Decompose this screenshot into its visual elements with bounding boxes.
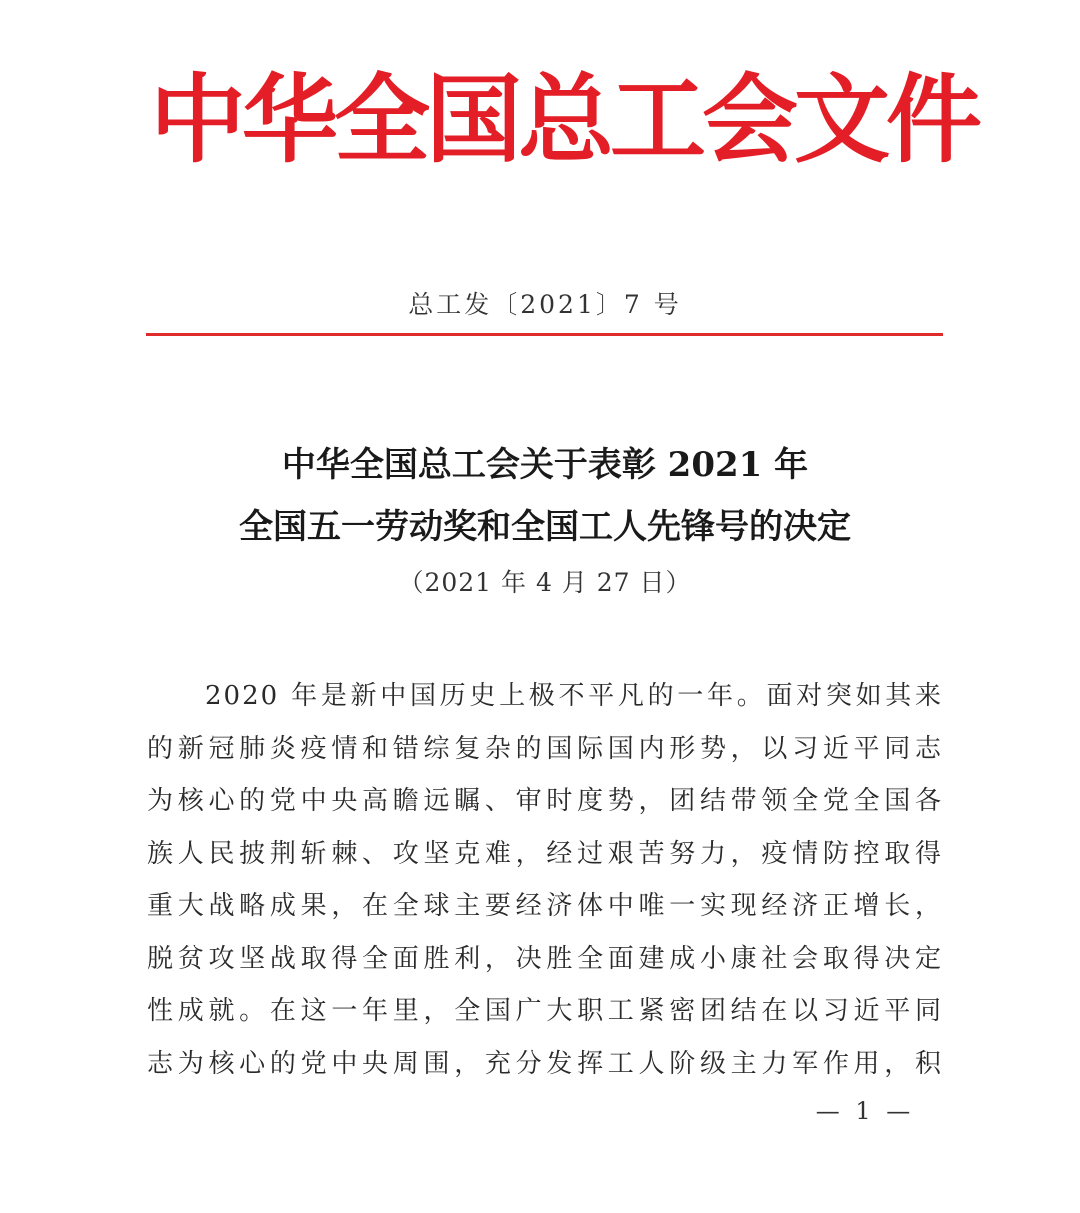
body-line: 为核心的党中央高瞻远瞩、审时度势，团结带领全党全国各 (147, 786, 943, 816)
document-date: （2021 年 4 月 27 日） (398, 568, 692, 597)
body-line: 族人民披荆斩棘、攻坚克难，经过艰苦努力，疫情防控取得 (147, 838, 943, 869)
document-title-line-2: 全国五一劳动奖和全国工人先锋号的决定 (239, 507, 851, 547)
document-masthead: 中华全国总工会文件 (150, 63, 978, 176)
body-line: 重大战略成果，在全球主要经济体中唯一实现经济正增长， (147, 891, 943, 921)
red-divider (146, 333, 943, 336)
body-line: 性成就。在这一年里，全国广大职工紧密团结在以习近平同 (147, 996, 943, 1026)
body-line: 2020 年是新中国历史上极不平凡的一年。面对突如其来 (205, 681, 943, 711)
document-body (147, 670, 943, 1090)
document-number: 总工发〔2021〕7 号 (408, 290, 682, 319)
body-line: 志为核心的党中央周围，充分发挥工人阶级主力军作用，积 (147, 1048, 943, 1079)
body-line: 脱贫攻坚战取得全面胜利，决胜全面建成小康社会取得决定 (147, 943, 943, 974)
page-number: — 1 — (815, 1097, 915, 1125)
document-title-line-1: 中华全国总工会关于表彰 2021 年 (281, 445, 809, 485)
body-line: 的新冠肺炎疫情和错综复杂的国际国内形势，以习近平同志 (147, 733, 943, 764)
